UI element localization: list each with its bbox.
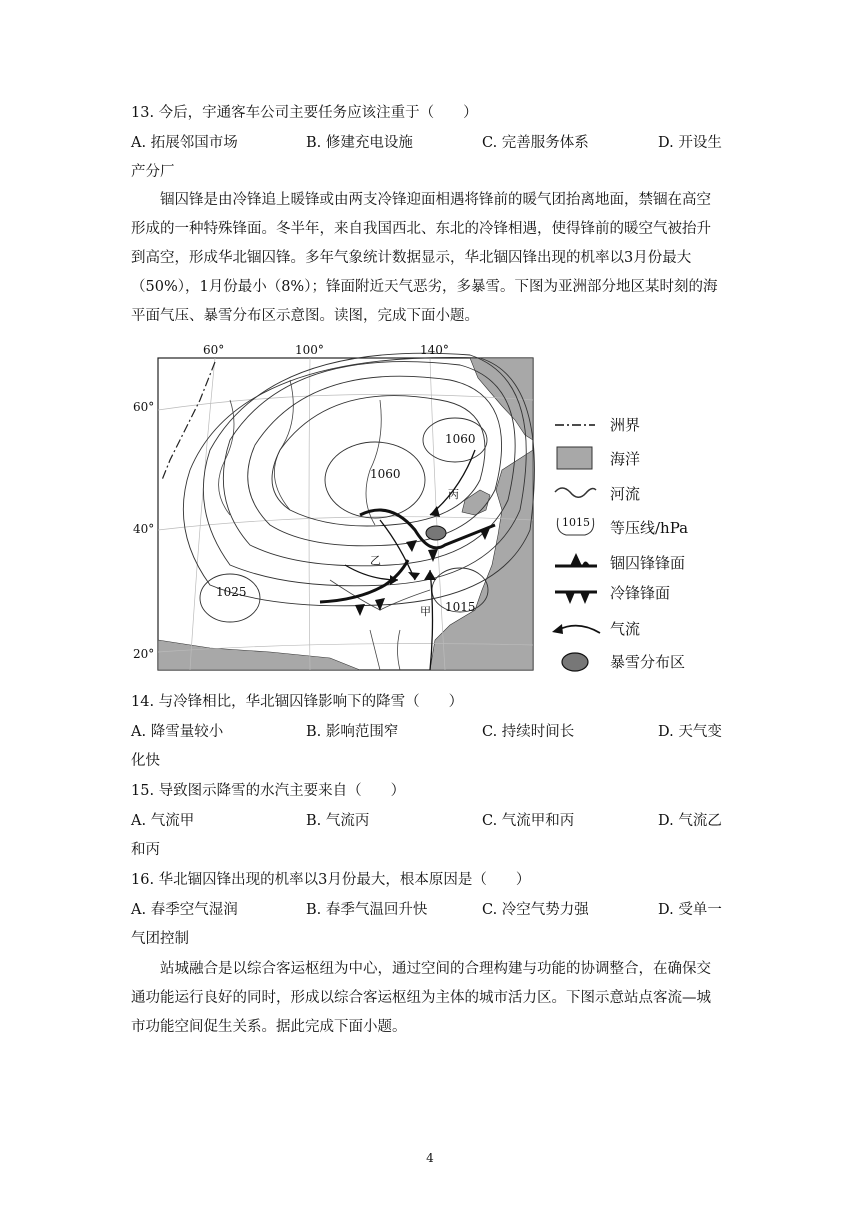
question-13-option-b: B. 修建充电设施 [306,135,413,151]
question-14-option-d-wrap: 化快 [131,753,160,769]
legend-occluded-front [555,553,685,572]
legend-river [555,485,640,503]
isobar-label: 1060 [445,432,476,446]
question-13-option-d: D. 开设生 [658,135,722,151]
question-13-option-a: A. 拓展邻国市场 [131,135,238,151]
question-16-option-a: A. 春季空气湿润 [131,902,238,918]
blizzard-area [426,526,446,540]
question-15-option-d: D. 气流乙 [658,813,722,829]
passage-line: 到高空，形成华北锢囚锋。多年气象统计数据显示，华北锢囚锋出现的机率以3月份最大 [131,250,692,266]
latitude-label: 20° [133,647,155,661]
latitude-label: 40° [133,522,155,536]
passage-line: 通功能运行良好的同时，形成以综合客运枢纽为主体的城市活力区。下图示意站点客流—城 [131,990,711,1006]
isobar-label: 1015 [445,600,476,614]
question-14-stem: 14. 与冷锋相比，华北锢囚锋影响下的降雪（ ） [131,694,464,710]
passage-line: 锢囚锋是由冷锋追上暖锋或由两支冷锋迎面相遇将锋前的暖气团抬离地面，禁锢在高空 [160,192,711,208]
occluded-front-icon [555,553,597,566]
legend-airflow [552,620,640,638]
river-icon [555,488,596,497]
question-13-option-d-wrap: 产分厂 [131,164,175,180]
map-legend [552,416,688,671]
question-15-option-b: B. 气流丙 [306,813,370,829]
latitude-label: 60° [133,400,155,414]
legend-cold-front [555,584,670,604]
longitude-label: 140° [420,343,449,357]
question-14-option-a: A. 降雪量较小 [131,724,224,740]
legend-label: 洲界 [610,416,641,434]
question-16-option-d-wrap: 气团控制 [131,931,189,947]
longitude-label: 60° [203,343,225,357]
question-14-option-b: B. 影响范围窄 [306,724,399,740]
passage-line: 站城融合是以综合客运枢纽为中心，通过空间的合理构建与功能的协调整合，在确保交 [160,961,711,977]
longitude-label: 100° [295,343,324,357]
question-14-option-d: D. 天气变 [658,724,722,740]
blizzard-area-icon [562,653,588,671]
legend-label: 锢囚锋锋面 [610,554,686,572]
legend-label: 海洋 [610,450,641,468]
question-15-option-c: C. 气流甲和丙 [482,813,575,829]
passage-line: （50%），1月份最小（8%）；锋面附近天气恶劣，多暴雪。下图为亚洲部分地区某时刻的海 [131,279,718,295]
cold-front-icon [555,592,597,604]
question-13-stem: 13. 今后，宇通客车公司主要任务应该注重于（ ） [131,105,478,121]
passage-line: 市功能空间促生关系。据此完成下面小题。 [131,1019,407,1035]
question-15-stem: 15. 导致图示降雪的水汽主要来自（ ） [131,783,406,799]
isobar-label: 1025 [216,585,247,599]
legend-continent-boundary [555,416,640,434]
ocean-icon [557,447,592,469]
question-13-option-c: C. 完善服务体系 [482,135,589,151]
legend-label: 冷锋锋面 [610,584,671,602]
passage-line: 形成的一种特殊锋面。冬半年，来自我国西北、东北的冷锋相遇，使得锋前的暖空气被抬升 [131,221,711,237]
airflow-label-yi: 乙 [370,554,381,567]
airflow-label-jia: 甲 [420,605,431,618]
passage-line: 平面气压、暴雪分布区示意图。读图，完成下面小题。 [131,308,479,324]
legend-label: 河流 [610,485,641,503]
question-16-option-d: D. 受单一 [658,902,722,918]
legend-isobar-value: 1015 [562,516,590,529]
airflow-label-bing: 丙 [448,488,459,501]
question-15-option-a: A. 气流甲 [131,813,195,829]
question-16-stem: 16. 华北锢囚锋出现的机率以3月份最大，根本原因是（ ） [131,872,531,888]
question-16-option-b: B. 春季气温回升快 [306,902,428,918]
passage-occluded-front [131,186,731,331]
legend-label: 气流 [610,620,641,638]
isobar-label: 1060 [370,467,401,481]
question-15-option-d-wrap: 和丙 [131,842,160,858]
legend-isobar [557,516,688,537]
passage-station-city [131,955,731,1042]
page-number: 4 [426,1151,434,1165]
map-panel [133,343,534,670]
airflow-arrow-icon [552,624,600,634]
legend-label: 暴雪分布区 [610,653,686,671]
asia-pressure-map-figure [130,340,730,685]
question-14-option-c: C. 持续时间长 [482,724,575,740]
question-16-option-c: C. 冷空气势力强 [482,902,589,918]
legend-label: 等压线/hPa [610,519,689,537]
legend-blizzard [562,653,685,671]
legend-ocean [557,447,640,469]
